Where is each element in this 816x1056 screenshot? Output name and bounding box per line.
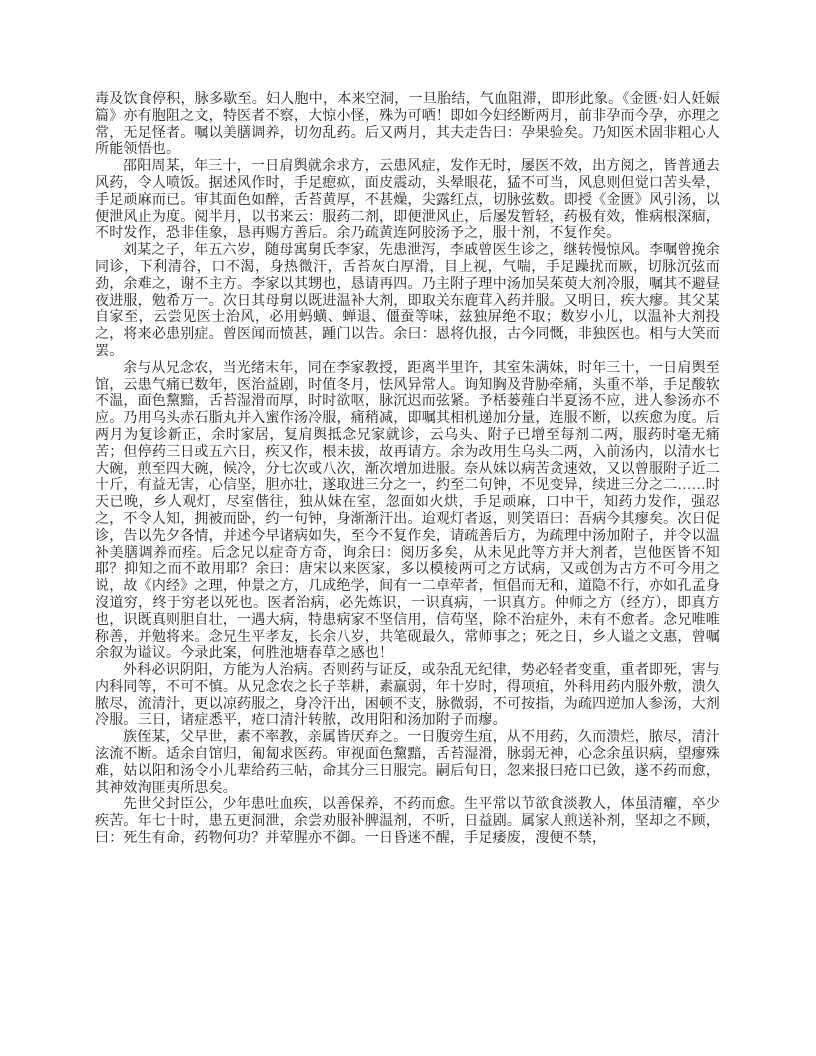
paragraph-case-clan-nephew: 族侄某，父早世，素不率教，亲属皆厌弃之。一日腹旁生疽，从不用药，久而溃烂，脓尽，清汁泫流不断。适余自馆归，匍匐求医药。审视面色黧黯，舌苔湿滑，脉弱无神，心念余虽识病，望瘳殊难，姑以阳和汤令小儿辈给药三帖，命其分三日服完。嗣后旬日，忽来报曰疮口已敛，遂不药而愈，其神效洵匪夷所思矣。 bbox=[95, 730, 720, 796]
paragraph-case-surgery-yinyang: 外科必识阴阳，方能为人治病。否则药与证反，或杂乱无纪律，势必轻者变重，重者即死，害与内科同等，不可不慎。从兄念农之长子莘耕，素羸弱，年十岁时，得项疽，外科用药内服外敷，溃久脓尽，流清汁，更以凉药服之，身冷汗出，困顿不支，脉微弱，不可按指，为疏四逆加人参汤，大剂冷服。三日，诸症悉平，疮口清汁转脓，改用阳和汤加附子而瘳。 bbox=[95, 663, 720, 729]
paragraph-case-liu-child: 刘某之子，年五六岁，随母寓舅氏李家，先患泄泻，李戚曾医生诊之，继转慢惊风。李嘱曾挽余同诊，下利清谷，口不渴，身热微汗，舌苔灰白厚滑，目上视，气喘，手足躁扰而厥，切脉沉弦而劲，余难之，谢不主方。李家以其甥也，恳请再四。乃主附子理中汤加吴茱萸大剂冷服，嘱其不避昼夜进服，勉希万一。次日其母舅以既进温补大剂，即取关东鹿茸入药并服。又明日，疾大瘳。其父某自家至，云尝见医士治风，必用蚂蟥、蝉退、僵蚕等味，兹独屏绝不取；数岁小儿，以温补大剂投之，将来必患别症。曾医闻而愤甚，踵门以告。余曰：恩将仇报，古今同慨，非独医也。相与大笑而罢。 bbox=[95, 243, 720, 359]
text-block bbox=[95, 92, 720, 848]
paragraph-continuation: 毒及饮食停积，脉多歇至。妇人胞中，本来空洞，一旦胎结，气血阻滞，即形此象。《金匮·妇人妊娠篇》亦有胞阻之文，特医者不察，大惊小怪，殊为可哂！即如今妇经断两月，前非孕而今孕，亦理之常，无足怪者。嘱以美膳调养，切勿乱药。后又两月，其夫走告曰：孕果验矣。乃知医术固非粗心人所能领悟也。 bbox=[95, 92, 720, 158]
paragraph-case-ancestor: 先世父封臣公，少年患吐血疾，以善保养，不药而愈。生平常以节欲食淡教人，体虽清癯，卒少疾苦。年七十时，患五更洞泄，余尝劝服补脾温剂，不听，日益剧。属家人煎送补剂，坚却之不顾，曰：死生有命，药物何功？并荤腥亦不御。一日昏迷不醒，手足痿废，溲便不禁， bbox=[95, 797, 720, 847]
paragraph-case-zhu-manmei: 余与从兄念农，当光绪末年，同在李家教授，距离半里许，其室朱满妹，时年三十，一日肩舆至馆，云患气痛已数年，医治益剧，时值冬月，怯风异常人。询知胸及背胁牵痛，头重不举，手足酸软不温，面色黧黯，舌苔湿滑而厚，时时欲呕，脉沉迟而弦紧。予栝蒌薤白半夏汤不应，进人参汤亦不应。乃用乌头赤石脂丸并入蜜作汤冷服，痛稍减，即嘱其相机递加分量，连服不断，以疾愈为度。后两月为复诊新正，余时家居，复肩舆抵念兄家就诊，云乌头、附子已增至每剂二两，服药时毫无痛苦；但停药三日或五六日，疾又作，根未拔，故再请方。余为改用生乌头二两，入前汤内，以清水七大碗，煎至四大碗，候冷，分七次或八次，渐次增加进服。奈从妹以病苦贪速效，又以曾服附子近二十斤，有益无害，心信坚，胆亦壮，遂取进三分之一，约至二句钟，不见变异，续进三分之二……时天已晚，乡人观灯，尽室偕往，独从妹在室，忽面如火烘，手足顽麻，口中干，知药力发作，强忍之，不令人知，拥被而卧，约一句钟，身渐渐汗出。迨观灯者返，则笑语曰：吾病今其瘳矣。次日促诊，告以先夕各情，并述今早诸病如失，至今不复作矣，请疏善后方，为疏理中汤加附子，并令以温补美膳调养而痊。后念兄以症奇方奇，询余曰：阅历多矣，从未见此等方并大剂者，岂他医皆不知耶？抑知之而不敢用耶？余曰：唐宋以来医家，多以模棱两可之方试病，又或创为古方不可今用之说，故《内经》之理，仲景之方，几成绝学，间有一二卓荦者，恒倡而无和，道隐不行，亦如孔孟身沒道穷，终于穷老以死也。医者治病，必先炼识，一识真病，一识真方。仲师之方（经方），即真方也，识既真则胆自壮，一遇大病，特患病家不坚信用，信苟坚，除不治症外，未有不愈者。念兄唯唯称善，并勉将来。念兄生平孝友，长余八岁，共笔砚最久，常师事之；死之日，乡人谥之文惠，曾嘱余叙为谥议。今录此案，何胜池塘春草之感也！ bbox=[95, 360, 720, 662]
paragraph-case-shaoyang-zhou: 邵阳周某，年三十，一日肩舆就余求方，云患风症，发作无时，屡医不效，出方阅之，皆普通去风药，令人喷饭。据述风作时，手足瘛疭，面皮震动，头晕眼花，猛不可当，风息则但觉口苦头晕，手足顽麻而已。审其面色如醉，舌苔黄厚，不甚燥，尖露红点，切脉弦数。即授《金匮》风引汤，以便泄风止为度。阅半月，以书来云：服药二剂，即便泄风止，后屡发暂轻，药极有效，惟病根深痼，不时发作，恐非佳象，恳再赐方善后。余乃疏黄连阿胶汤予之，服十剂，不复作矣。 bbox=[95, 159, 720, 242]
